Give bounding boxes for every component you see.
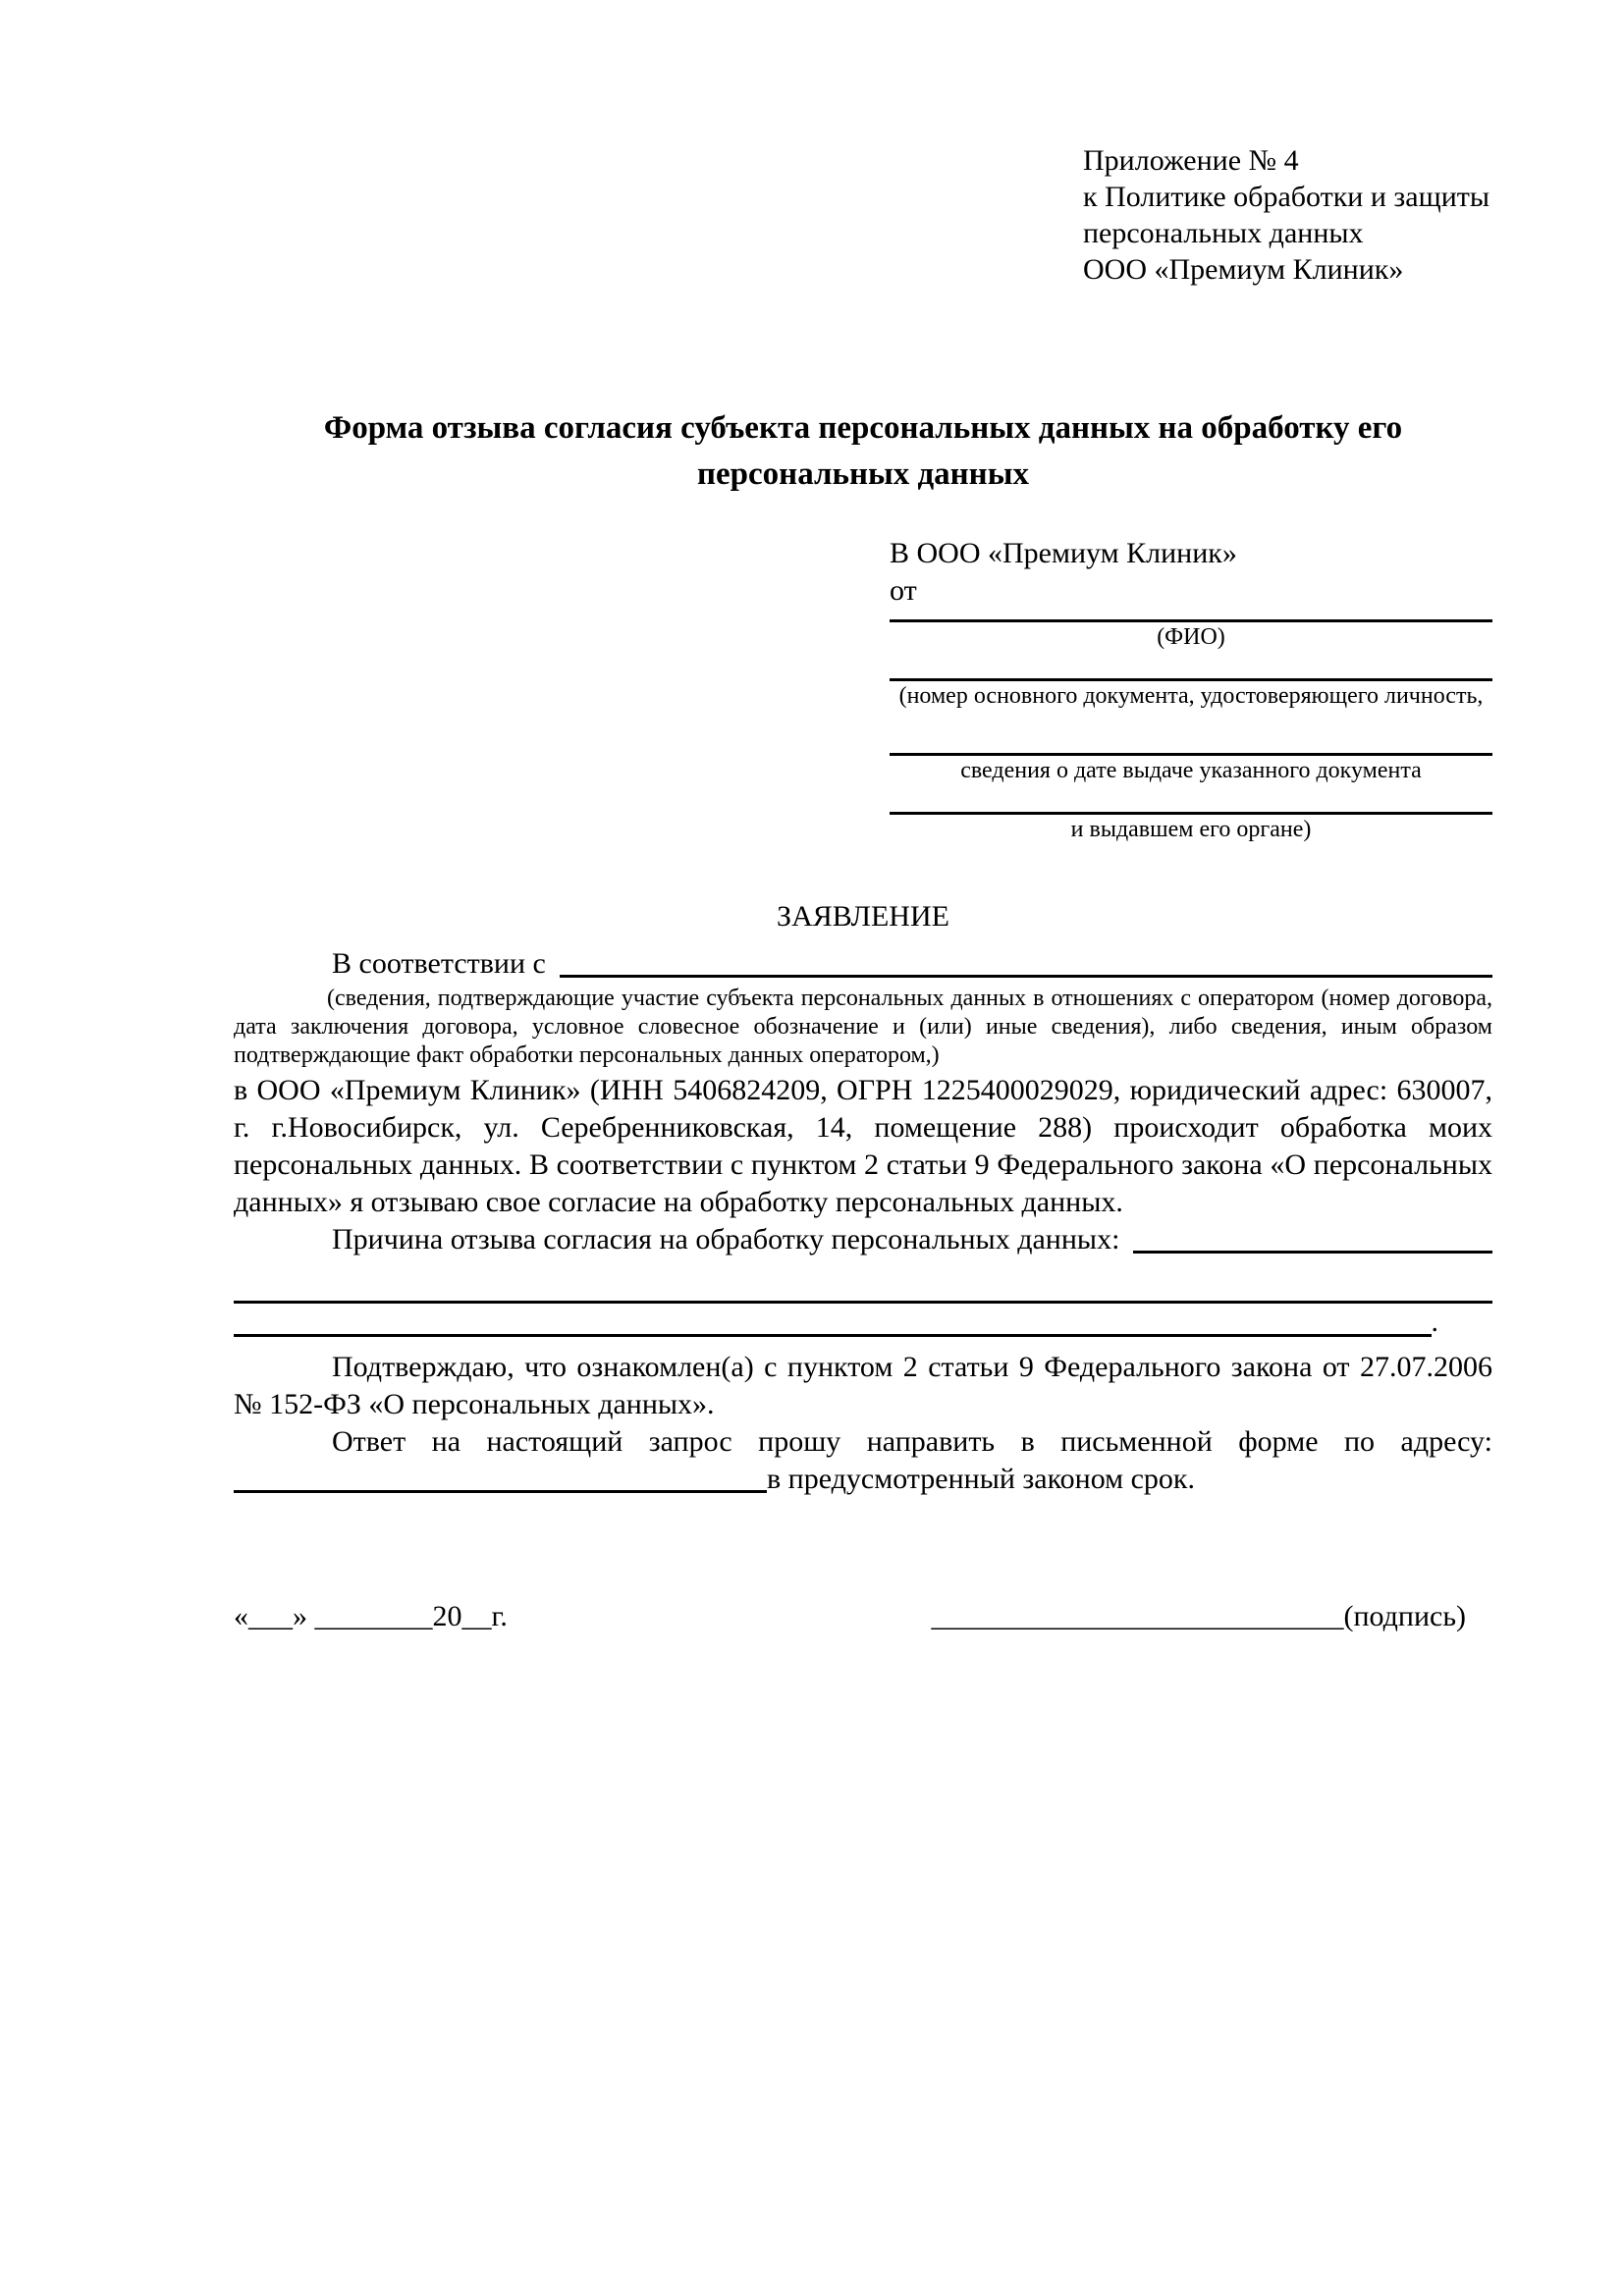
- issue-date-blank-line: [890, 711, 1492, 756]
- reason-blank-rule-2: [234, 1304, 1492, 1337]
- intro-blank-line: [560, 945, 1492, 978]
- document-number-blank-line: [890, 652, 1492, 681]
- issuing-authority-field: [890, 785, 1492, 844]
- intro-line: [234, 945, 1492, 983]
- addressee-block: [890, 535, 1492, 844]
- document-number-caption: (номер основного документа, удостоверяющего личность,: [898, 683, 1484, 709]
- statement-heading: ЗАЯВЛЕНИЕ: [777, 900, 949, 933]
- fio-blank-line: [890, 610, 1492, 622]
- addressee-from: от: [890, 574, 917, 607]
- issuing-authority-caption: и выдавшем его органе): [1070, 817, 1312, 842]
- issuing-authority-blank-line: [890, 785, 1492, 815]
- appendix-company: ООО «Премиум Клиник»: [1083, 253, 1404, 286]
- appendix-header: [1083, 142, 1489, 288]
- appendix-policy-line-1: к Политике обработки и защиты: [1083, 181, 1490, 213]
- appendix-number: Приложение № 4: [1083, 144, 1299, 177]
- date-line: «___» ________20__г.: [234, 1600, 508, 1632]
- reason-prefix: Причина отзыва согласия на обработку персональных данных:: [332, 1223, 1120, 1255]
- intro-prefix: В соответствии с: [332, 947, 546, 980]
- confirmation-paragraph: Подтверждаю, что ознакомлен(а) с пунктом 2 статьи 9 Федерального закона от 27.07.2006 № 152-ФЗ «О персональных данных».: [234, 1351, 1492, 1420]
- intro-footnote: (сведения, подтверждающие участие субъекта персональных данных в отношениях с оператором (номер договора, дата заключения договора, условное словесное обозначение и (или) иные сведения), либо сведения, иным образом подтверждающие факт обработки персональных данных оператором,): [234, 986, 1492, 1068]
- issue-date-field: [890, 711, 1492, 785]
- reason-line: [234, 1221, 1492, 1258]
- reason-blank-rule-1: [234, 1258, 1492, 1304]
- signature-line: ____________________________(подпись): [931, 1600, 1466, 1632]
- reason-blank-line: [1133, 1221, 1492, 1254]
- blank-line-terminator: .: [1431, 1306, 1438, 1338]
- reply-address-blank-line: [234, 1461, 767, 1493]
- page-title: Форма отзыва согласия субъекта персональных данных на обработку его персональных данных: [323, 410, 1403, 492]
- issue-date-caption: сведения о дате выдаче указанного документа: [960, 758, 1422, 783]
- addressee-to: В ООО «Премиум Клиник»: [890, 537, 1237, 569]
- statement-section: [234, 898, 1492, 1498]
- appendix-policy-line-2: персональных данных: [1083, 217, 1364, 249]
- fio-field: [890, 610, 1492, 652]
- document-number-field: [890, 652, 1492, 711]
- statement-body: в ООО «Премиум Клиник» (ИНН 5406824209, ОГРН 1225400029029, юридический адрес: 630007, г. г.Новосибирск, ул. Серебренниковская, 14, помещение 288) происходит обработка моих персональных данных. В соответствии с пунктом 2 статьи 9 Федерального закона «О персональных данных» я отзываю свое согласие на обработку персональных данных.: [234, 1074, 1492, 1218]
- reply-address-line: [234, 1461, 1492, 1498]
- reply-request-line: Ответ на настоящий запрос прошу направить в письменной форме по адресу:: [332, 1425, 1492, 1458]
- fio-caption: (ФИО): [1157, 624, 1225, 650]
- reply-suffix: в предусмотренный законом срок.: [767, 1463, 1195, 1495]
- reason-blank-rule-2-line: [234, 1301, 1432, 1337]
